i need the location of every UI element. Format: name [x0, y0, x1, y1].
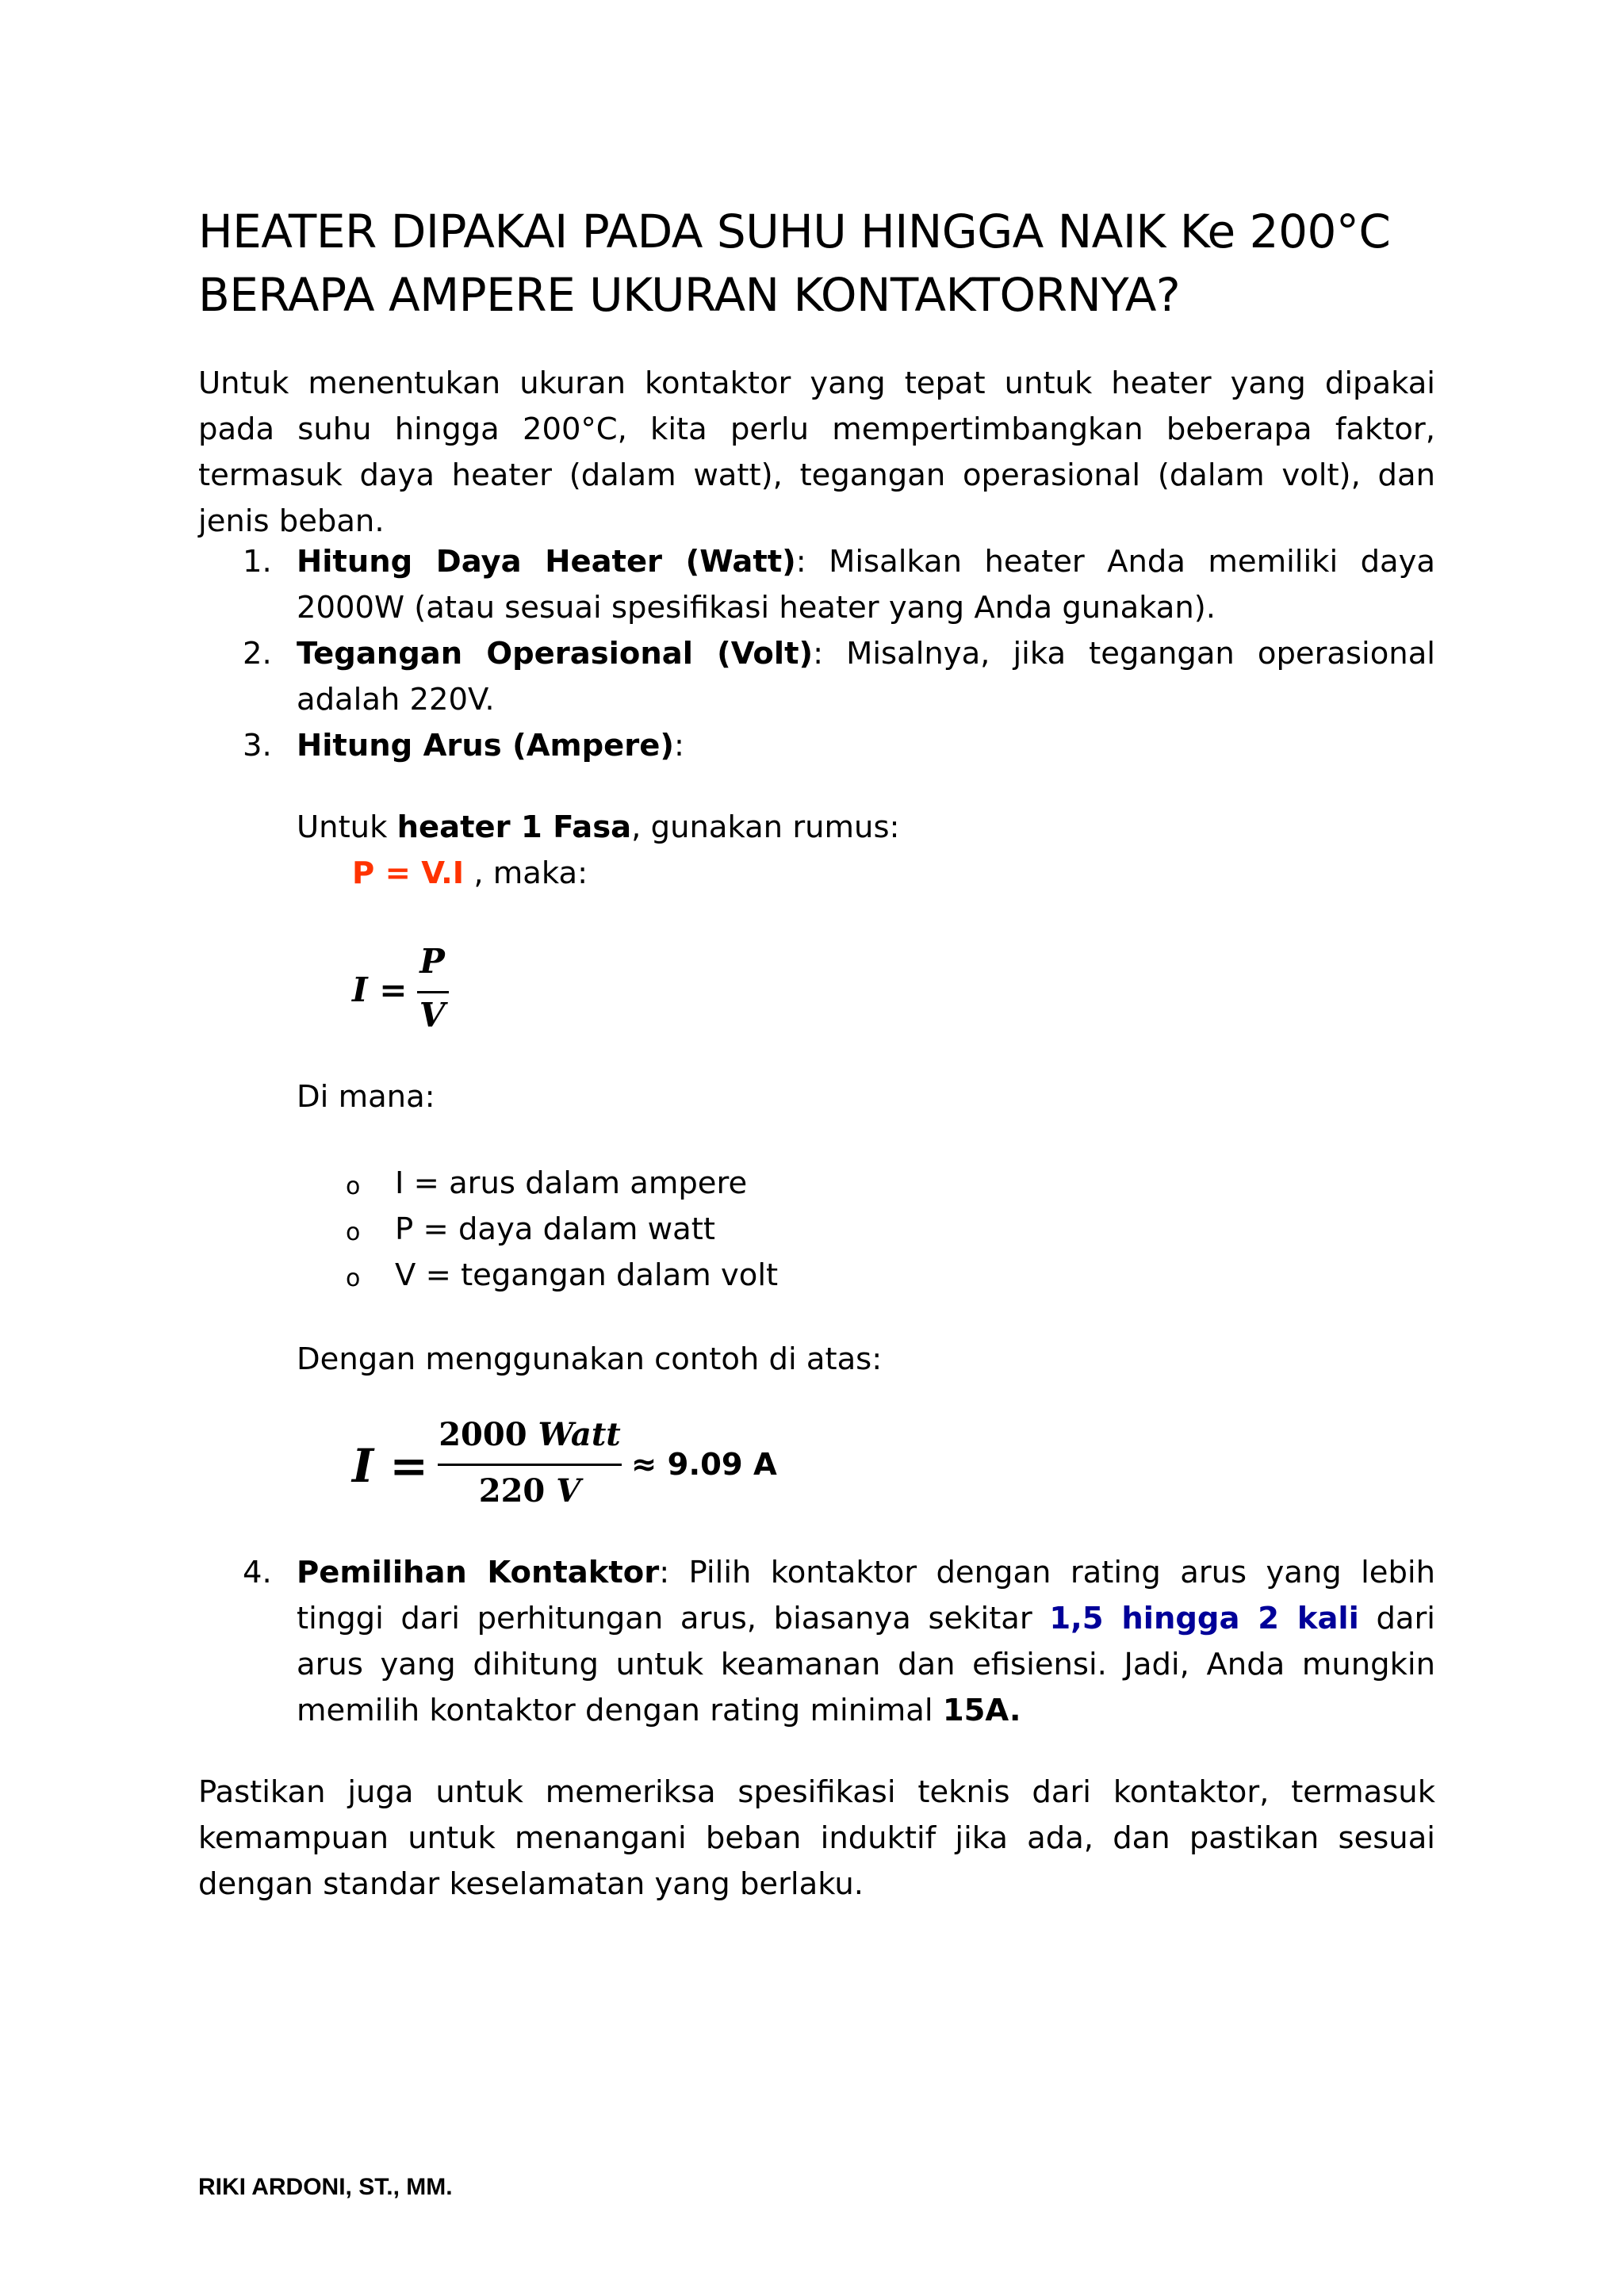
formula1-numerator: P: [419, 942, 445, 981]
highlight-range: 1,5 hingga 2 kali: [1049, 1601, 1359, 1636]
list-item-step-1: [198, 539, 1435, 631]
inline-formula: P = V.I , maka:: [352, 855, 588, 891]
example-label: Dengan menggunakan contoh di atas:: [297, 1341, 883, 1377]
formula2-lhs: I =: [352, 1439, 428, 1493]
step-heading: Hitung Daya Heater (Watt): [297, 544, 796, 580]
step-number: 2.: [243, 636, 272, 672]
list-item: P = daya dalam watt: [395, 1211, 715, 1247]
list-item-step-3: [198, 723, 1435, 769]
fraction-bar: [438, 1464, 622, 1466]
bullet-icon: o: [346, 1173, 361, 1200]
list-item-step-2: [198, 631, 1435, 723]
single-phase-line: Untuk heater 1 Fasa, gunakan rumus:: [297, 809, 900, 845]
step-heading: Hitung Arus (Ampere): [297, 728, 674, 763]
author-footer: RIKI ARDONI, ST., MM.: [198, 2174, 453, 2200]
step-heading: Pemilihan Kontaktor: [297, 1555, 660, 1590]
list-item: V = tegangan dalam volt: [395, 1257, 779, 1293]
list-item-step-4: 4. Pemilihan Kontaktor: Pilih kontaktor dengan rating arus yang lebih tinggi dari perhitungan arus, biasanya sekitar 1,5 hingga 2 kali dari arus yang dihitung untuk keamanan dan efisiensi. Jadi, Anda mungkin memilih kontaktor dengan rating minimal 15A.: [198, 1550, 1435, 1734]
formula2-denominator: 220 V: [478, 1472, 581, 1510]
step-text: : Misalkan heater Anda memiliki daya 2000W (atau sesuai spesifikasi heater yang Anda gunakan).: [297, 544, 1435, 626]
formula1-lhs: I =: [352, 970, 408, 1009]
formula2-numerator: 2000 Watt: [439, 1416, 621, 1453]
bullet-icon: o: [346, 1219, 361, 1246]
fraction-bar: [417, 991, 449, 993]
single-phase-bold: heater 1 Fasa: [396, 809, 632, 845]
step-number: 1.: [243, 544, 272, 580]
formula-p-vi: P = V.I: [352, 855, 465, 891]
list-item: I = arus dalam ampere: [395, 1165, 748, 1201]
step-number: 3.: [243, 728, 272, 763]
formula1-denominator: V: [419, 996, 446, 1035]
title-line-2: BERAPA AMPERE UKURAN KONTAKTORNYA?: [198, 268, 1181, 322]
step-heading: Tegangan Operasional (Volt): [297, 636, 814, 672]
rating-value: 15A.: [942, 1693, 1021, 1728]
closing-paragraph: Pastikan juga untuk memeriksa spesifikasi teknis dari kontaktor, termasuk kemampuan untuk menangani beban induktif jika ada, dan pastikan sesuai dengan standar keselamatan yang berlaku.: [198, 1774, 1435, 1902]
where-label: Di mana:: [297, 1079, 435, 1115]
title-line-1: HEATER DIPAKAI PADA SUHU HINGGA NAIK Ke 200°C: [198, 205, 1391, 258]
step-number: 4.: [243, 1555, 272, 1590]
bullet-icon: o: [346, 1265, 361, 1292]
intro-paragraph: Untuk menentukan ukuran kontaktor yang tepat untuk heater yang dipakai pada suhu hingga 200°C, kita perlu mempertimbangkan beberapa faktor, termasuk daya heater (dalam watt), tegangan operasional (dalam volt), dan jenis beban.: [198, 365, 1435, 539]
formula2-result: ≈ 9.09 A: [631, 1447, 777, 1483]
page-title: [198, 200, 1467, 327]
steps-list: [198, 539, 1435, 769]
step-text: : Misalnya, jika tegangan operasional adalah 220V.: [297, 636, 1435, 718]
step-text: :: [674, 728, 684, 763]
